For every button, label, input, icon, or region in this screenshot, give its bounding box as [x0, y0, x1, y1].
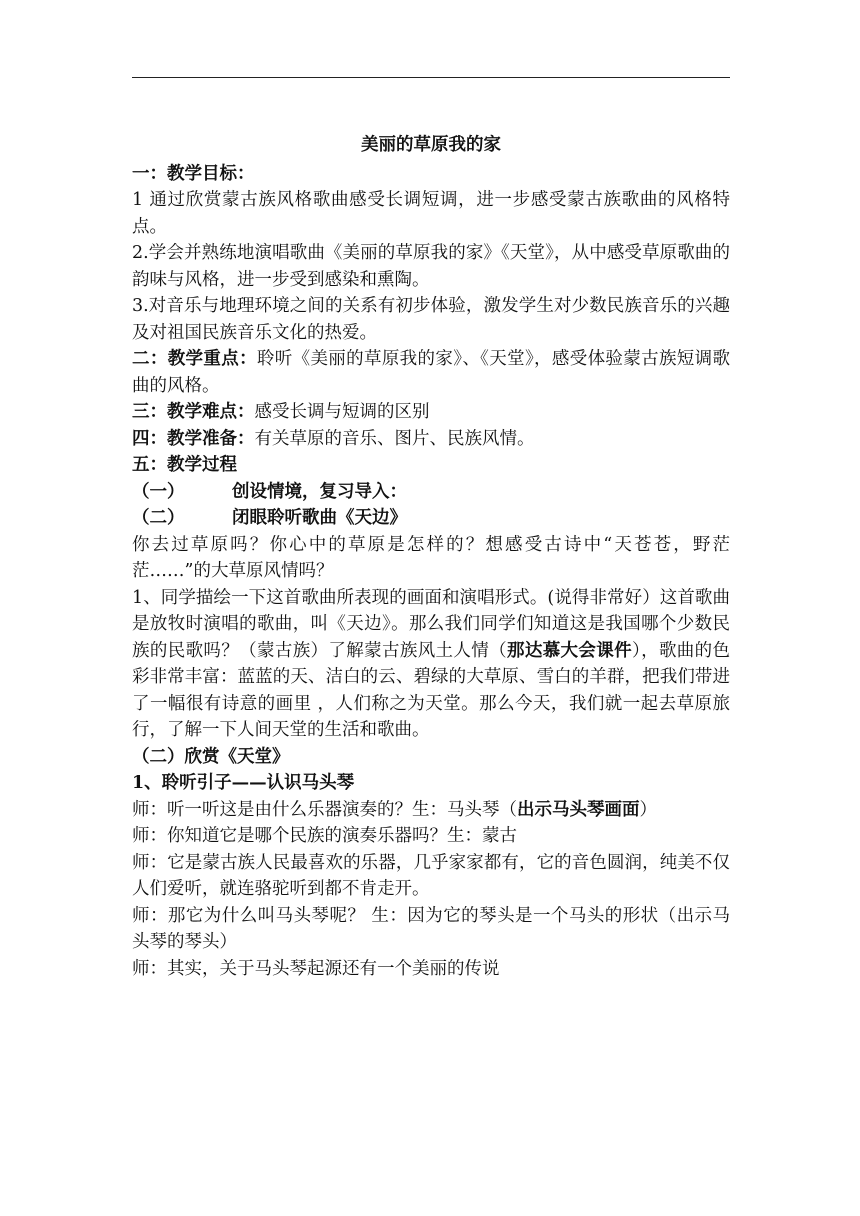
- step-2-number: （二）: [132, 508, 185, 528]
- dialog-line-1: [132, 797, 730, 824]
- difficulties-text: 感受长调与短调的区别: [254, 402, 430, 422]
- song-paragraph: [132, 585, 730, 744]
- dialog-line-2: 师：你知道它是哪个民族的演奏乐器吗？生：蒙古: [132, 826, 517, 846]
- dialog-line-5: 师：其实，关于马头琴起源还有一个美丽的传说: [132, 958, 500, 979]
- dialog-line-4: 师：那它为什么叫马头琴呢？ 生：因为它的琴头是一个马头的形状（出示马头琴的琴头）: [132, 905, 730, 952]
- dialog-1-part2: ）: [639, 799, 657, 820]
- intro-paragraph: 你去过草原吗？你心中的草原是怎样的？想感受古诗中“天苍苍，野茫茫……”的大草原风情吗？: [132, 534, 730, 581]
- dialog-1-part1: 师：听一听这是由什么乐器演奏的？生：马头琴（: [132, 799, 517, 820]
- song-paragraph-part1: 1、同学描绘一下这首歌曲所表现的画面和演唱形式。(说得非常好）这首歌曲是放牧时演唱的歌曲，叫《天边》。那么我们同学们知道这是我国哪个少数民族的民歌吗？（蒙古族）了解蒙古族风土人情（: [132, 587, 730, 661]
- sub-heading-1: 1、聆听引子——认识马头琴: [132, 773, 355, 793]
- preparation-text: 有关草原的音乐、图片、民族风情。: [254, 428, 535, 449]
- objective-1: 1 通过欣赏蒙古族风格歌曲感受长调短调，进一步感受蒙古族歌曲的风格特点。: [132, 190, 730, 237]
- document-title: 美丽的草原我的家: [361, 135, 501, 155]
- key-points-text: 聆听《美丽的草原我的家》、《天堂》，感受体验蒙古族短调歌曲的风格。: [132, 349, 731, 396]
- song-paragraph-bold: 那达慕大会课件: [506, 640, 632, 661]
- preparation: [132, 426, 730, 453]
- key-points-label: 二：教学重点：: [132, 349, 257, 369]
- step-2: [132, 505, 730, 532]
- process-heading: 五：教学过程: [132, 455, 237, 475]
- step-1-number: （一）: [132, 481, 185, 502]
- objective-3: 3.对音乐与地理环境之间的关系有初步体验，激发学生对少数民族音乐的兴趣及对祖国民族音乐文化的热爱。: [132, 296, 730, 343]
- song-paragraph-part2: ），歌曲的色彩非常丰富：蓝蓝的天、洁白的云、碧绿的大草原、雪白的羊群，把我们带进了一幅很有诗意的画里 ，人们称之为天堂。那么今天，我们就一起去草原旅行，了解一下人间天堂的生活和歌曲。: [132, 640, 731, 740]
- key-points: [132, 346, 730, 399]
- document-body: [132, 132, 730, 982]
- difficulties: [132, 399, 730, 426]
- objectives-heading: 一：教学目标：: [132, 163, 255, 184]
- step-1-text: 创设情境，复习导入：: [232, 481, 407, 502]
- dialog-1-bold: 出示马头琴画面: [517, 799, 640, 820]
- step-3: （二）欣赏《天堂》: [132, 746, 290, 767]
- difficulties-label: 三：教学难点：: [132, 402, 255, 422]
- preparation-label: 四：教学准备：: [132, 428, 255, 449]
- step-2-text: 闭眼聆听歌曲《天边》: [232, 508, 407, 528]
- step-1: [132, 479, 730, 506]
- header-rule: [132, 77, 730, 78]
- objective-2: 2.学会并熟练地演唱歌曲《美丽的草原我的家》《天堂》，从中感受草原歌曲的韵味与风格，进一步受到感染和熏陶。: [132, 243, 730, 290]
- dialog-line-3: 师：它是蒙古族人民最喜欢的乐器，几乎家家都有，它的音色圆润，纯美不仅人们爱听，就连骆驼听到都不肯走开。: [132, 852, 730, 899]
